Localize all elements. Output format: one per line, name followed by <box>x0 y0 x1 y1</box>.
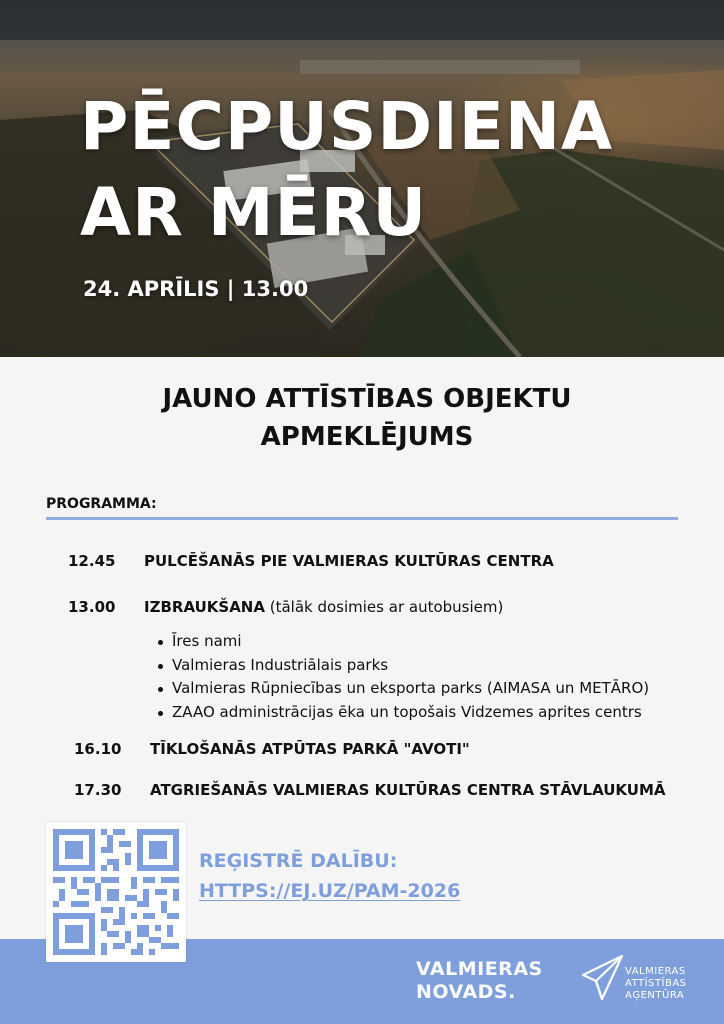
stop-label: ZAAO administrācijas ēka un topošais Vidzemes aprites centrs <box>172 702 642 721</box>
brand2-line2: ATTĪSTĪBAS <box>625 978 687 989</box>
registration-link[interactable]: HTTPS://EJ.UZ/PAM-2026 <box>199 880 461 902</box>
event-title-line1: PĒCPUSDIENA <box>80 88 614 165</box>
qr-code-icon <box>53 829 179 955</box>
brand1-line2: NOVADS. <box>416 981 516 1003</box>
list-item <box>156 677 649 701</box>
stop-label: Valmieras Rūpniecības un eksporta parks (AIMASA un METĀRO) <box>172 679 650 697</box>
event-subtitle-line1: JAUNO ATTĪSTĪBAS OBJEKTU <box>162 384 572 414</box>
program-title: PULCĒŠANĀS PIE VALMIERAS KULTŪRAS CENTRA <box>144 552 554 570</box>
event-title <box>80 84 680 256</box>
program-heading: PROGRAMMA: <box>46 496 157 512</box>
list-item <box>156 630 649 654</box>
event-subtitle <box>62 380 672 456</box>
event-subtitle-line2: APMEKLĒJUMS <box>260 422 474 452</box>
bullet-icon <box>158 711 163 716</box>
list-item <box>156 654 649 678</box>
program-time: 16.10 <box>74 740 122 758</box>
brand2-line3: AĢENTŪRA <box>625 990 685 1001</box>
program-divider <box>46 517 678 520</box>
program-note: (tālāk dosimies ar autobusiem) <box>264 598 504 616</box>
program-time: 12.45 <box>68 552 116 570</box>
program-title: TĪKLOŠANĀS ATPŪTAS PARKĀ "AVOTI" <box>150 740 470 758</box>
brand1-line1: VALMIERAS <box>416 958 543 980</box>
attistibas-agentura-logo <box>625 966 687 1002</box>
brand2-line1: VALMIERAS <box>625 966 686 977</box>
qr-code[interactable] <box>46 822 186 962</box>
stop-label: Valmieras Industriālais parks <box>172 655 389 674</box>
stop-label: Īres nami <box>172 632 242 650</box>
bullet-icon <box>158 664 163 669</box>
bullet-icon <box>158 687 163 692</box>
program-stops-list <box>156 630 649 724</box>
program-time: 13.00 <box>68 598 116 616</box>
valmieras-novads-logo <box>416 958 543 1004</box>
event-date-time: 24. APRĪLIS | 13.00 <box>83 277 309 301</box>
bullet-icon <box>158 640 163 645</box>
hero-banner <box>0 0 724 357</box>
event-title-line2: AR MĒRU <box>80 174 428 251</box>
program-title: ATGRIEŠANĀS VALMIERAS KULTŪRAS CENTRA STĀVLAUKUMĀ <box>150 781 666 799</box>
program-title: IZBRAUKŠANA <box>144 598 265 616</box>
program-time: 17.30 <box>74 781 122 799</box>
registration-label: REĢISTRĒ DALĪBU: <box>199 850 398 872</box>
list-item <box>156 701 649 725</box>
paper-plane-icon <box>580 953 624 1003</box>
